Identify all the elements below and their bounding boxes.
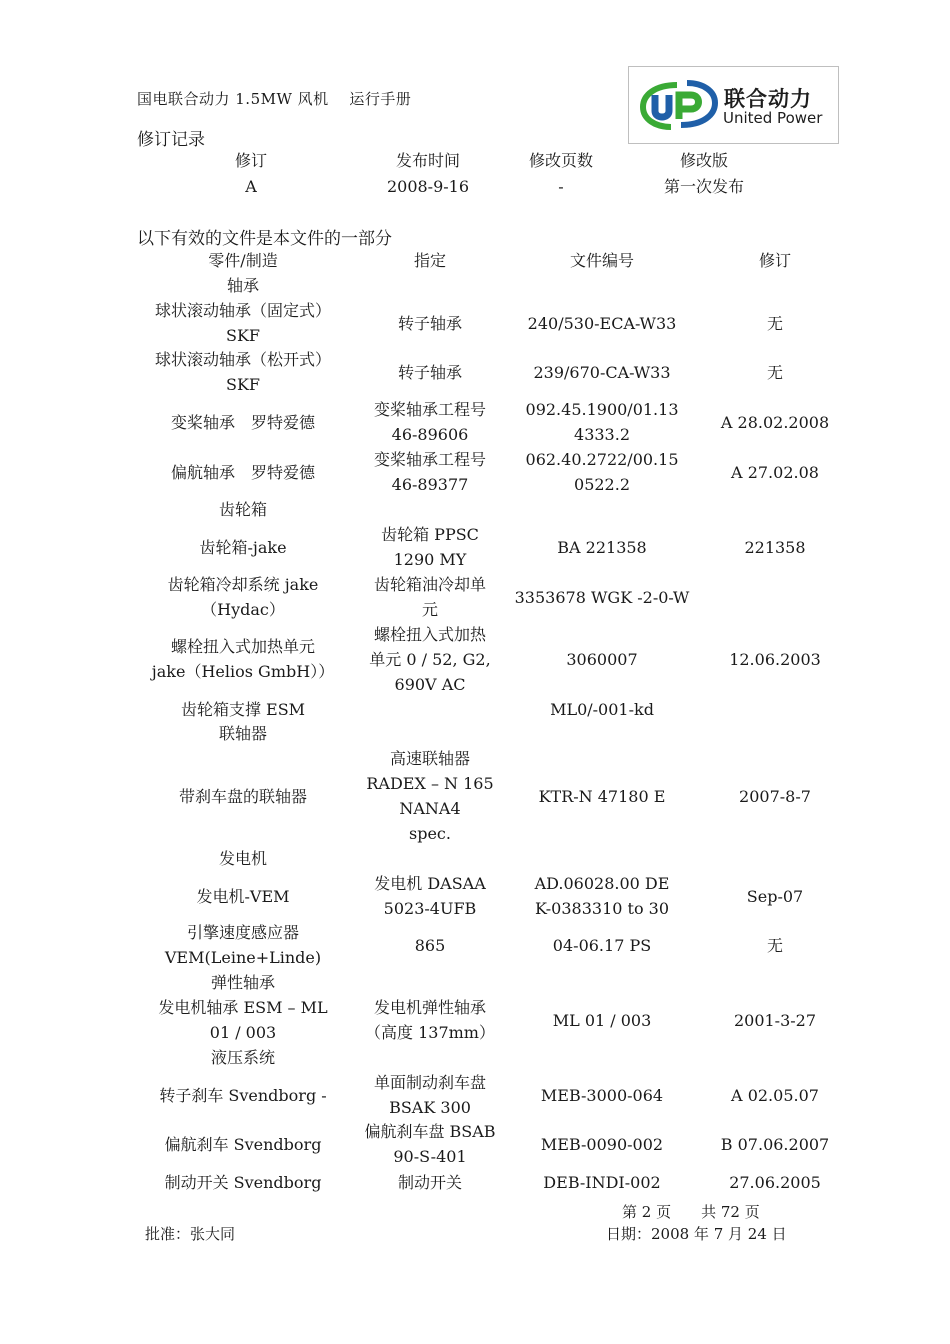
docs-cell-line: ML 01 / 003 [552,1010,652,1030]
docs-cell-num [543,1170,660,1195]
docs-cell-part [171,410,315,435]
docs-cell-line: 46-89377 [391,475,469,494]
approver: 批准：张大同 [145,1225,236,1243]
docs-cell-num [535,871,670,921]
docs-cell-rev [721,1132,829,1157]
docs-cell-line: 2001-3-27 [733,1010,817,1030]
docs-cell-spec [398,1170,462,1195]
docs-cell-line: 齿轮箱支撑 ESM [180,699,306,719]
docs-cell-line: 带刹车盘的联轴器 [178,786,308,806]
docs-header-part: 零件/制造 [208,251,278,270]
docs-cell-line: 865 [414,935,446,955]
docs-cell-spec [369,622,490,697]
docs-cell-spec [415,933,446,958]
docs-cell-part [181,697,305,722]
docs-cell-line: 齿轮箱-jake [199,537,287,557]
docs-cell-rev [739,784,811,809]
docs-cell-num [566,647,637,672]
docs-cell-line: 球状滚动轴承（固定式） [154,301,332,320]
docs-cell-num [526,447,679,497]
docs-cell-line: spec. [409,824,451,843]
docs-cell-part [179,784,307,809]
docs-cell-line: MEB-0090-002 [540,1134,664,1154]
docs-cell-line: 239/670-CA-W33 [533,362,671,382]
docs-cell-line: 高速联轴器 [389,749,471,768]
docs-cell-spec [398,311,462,336]
group-label: 轴承 [226,276,260,295]
docs-cell-rev [729,1170,821,1195]
docs-cell-line: 0522.2 [574,475,630,494]
revision-header: 发布时间 [395,151,461,170]
docs-cell-num [550,697,654,722]
docs-cell-line: K-0383310 to 30 [534,899,670,918]
docs-cell-rev [744,535,805,560]
docs-cell-line: B 07.06.2007 [720,1134,830,1154]
docs-cell-num [553,1008,652,1033]
docs-cell-line: 90-S-401 [393,1147,467,1166]
docs-cell-line: 690V AC [394,674,466,694]
docs-cell-line: 单元 0 / 52, G2, [369,649,491,669]
docs-cell-line: 发电机-VEM [196,886,290,906]
docs-cell-line: 3060007 [566,649,638,669]
docs-cell-part [171,460,315,485]
docs-cell-part [158,995,327,1045]
docs-cell-line: 04-06.17 PS [552,935,652,955]
docs-cell-rev [767,360,783,385]
docs-cell-spec [365,995,495,1045]
docs-cell-line: 发电机 DASAA [374,874,486,893]
docs-cell-line: BA 221358 [557,537,647,557]
docs-cell-line: 元 [421,600,439,619]
docs-cell-spec [374,397,486,447]
docs-cell-line: A 27.02.08 [731,462,819,482]
docs-cell-line: BSAK 300 [389,1098,471,1117]
revision-header: 修改版 [679,151,729,170]
docs-cell-line: 螺栓扭入式加热 [373,624,487,644]
docs-cell-part [155,347,331,397]
docs-cell-line: VEM(Leine+Linde) [164,948,322,967]
footer-date: 日期：2008 年 7 月 24 日 [606,1225,787,1243]
revision-cell: 第一次发布 [663,177,745,196]
docs-cell-num [515,585,690,610]
docs-cell-num [526,397,679,447]
docs-cell-line: 无 [766,935,784,955]
docs-cell-line: jake（Helios GmbH）） [151,662,335,681]
docs-cell-line: 齿轮箱冷却系统 jake [167,575,319,594]
docs-cell-line: 转子轴承 [397,313,463,333]
docs-cell-line: 制动开关 [397,1172,463,1192]
docs-cell-part [165,1170,322,1195]
up-logo-icon [637,79,721,131]
docs-cell-line: 062.40.2722/00.15 [525,450,679,469]
docs-cell-line: 27.06.2005 [729,1172,821,1192]
docs-cell-spec [398,360,462,385]
docs-cell-line: 螺栓扭入式加热单元 [170,637,315,656]
docs-header-number: 文件编号 [569,251,635,270]
docs-cell-line: 3353678 WGK -2-0-W [514,587,690,607]
docs-header-spec: 指定 [413,251,447,270]
docs-cell-line: SKF [225,375,261,394]
revision-title: 修订记录 [137,130,205,150]
docs-cell-line: A 02.05.07 [731,1085,819,1105]
company-logo [628,66,839,144]
docs-cell-line: 01 / 003 [209,1023,277,1042]
docs-cell-line: KTR-N 47180 E [538,786,666,806]
revision-header: 修改页数 [528,151,594,170]
docs-cell-line: 变桨轴承工程号 [373,400,487,419]
docs-cell-line: 240/530-ECA-W33 [527,313,677,333]
header-title: 国电联合动力 1.5MW 风机 运行手册 [137,90,412,108]
docs-cell-line: （Hydac） [201,600,285,619]
docs-cell-line: 发电机弹性轴承 [373,998,487,1017]
docs-cell-rev [731,460,819,485]
docs-cell-spec [374,1070,486,1120]
docs-cell-rev [734,1008,816,1033]
docs-cell-spec [381,522,479,572]
docs-cell-part [168,572,319,622]
docs-cell-line: 1290 MY [393,550,467,569]
docs-cell-spec [366,746,493,846]
docs-cell-line: A 28.02.2008 [720,412,830,432]
group-label: 齿轮箱 [218,500,268,519]
page-number: 第 2 页 共 72 页 [622,1203,760,1221]
docs-cell-line: SKF [225,326,261,345]
docs-cell-rev [721,410,829,435]
docs-cell-line: 偏航刹车 Svendborg [164,1134,322,1154]
docs-cell-line: 变桨轴承工程号 [373,450,487,469]
docs-cell-line: 12.06.2003 [729,649,821,669]
logo-english-text: United Power [723,109,823,127]
group-label: 液压系统 [210,1048,276,1067]
docs-cell-num [528,311,677,336]
revision-header: 修订 [234,151,268,170]
docs-cell-line: ML0/-001-kd [550,699,654,719]
group-label: 发电机 [218,849,268,868]
docs-cell-part [159,1083,326,1108]
docs-cell-num [557,535,646,560]
docs-cell-num [533,360,670,385]
docs-cell-line: 221358 [744,537,806,557]
docs-cell-line: MEB-3000-064 [540,1085,664,1105]
group-label: 弹性轴承 [210,973,276,992]
docs-cell-num [541,1132,663,1157]
docs-cell-num [541,1083,663,1108]
docs-cell-line: 偏航刹车盘 BSAB [364,1122,496,1141]
docs-cell-line: 092.45.1900/01.13 [525,400,679,419]
docs-header-revision: 修订 [758,251,792,270]
docs-cell-line: （高度 137mm） [365,1023,495,1042]
docs-cell-line: 5023-4UFB [383,899,477,918]
docs-cell-part [165,1132,322,1157]
docs-cell-line: 引擎速度感应器 [186,923,299,942]
docs-cell-spec [374,871,486,921]
docs-cell-part [196,884,289,909]
docs-cell-part [165,920,321,970]
revision-cell: - [558,177,564,196]
docs-cell-part [152,634,334,684]
docs-cell-part [155,298,331,348]
docs-cell-line: 球状滚动轴承（松开式） [154,350,332,369]
docs-cell-line: 发电机轴承 ESM – ML [158,998,328,1017]
docs-cell-spec [364,1119,495,1169]
docs-cell-line: 齿轮箱 PPSC [381,525,479,544]
docs-cell-line: DEB-INDI-002 [543,1172,661,1192]
docs-cell-line: 变桨轴承 罗特爱德 [170,412,316,432]
docs-cell-line: 偏航轴承 罗特爱德 [170,462,316,482]
docs-cell-line: NANA4 [399,799,461,818]
docs-cell-rev [767,311,783,336]
docs-cell-line: 无 [766,313,784,333]
docs-cell-line: RADEX – N 165 [366,774,494,793]
docs-cell-num [553,933,651,958]
docs-cell-num [539,784,666,809]
docs-cell-rev [747,884,803,909]
docs-cell-line: 无 [766,362,784,382]
revision-cell: A [245,177,257,196]
group-label: 联轴器 [218,724,268,743]
docs-cell-spec [374,572,486,622]
docs-cell-part [199,535,286,560]
docs-cell-line: AD.06028.00 DE [534,874,670,893]
docs-cell-line: 4333.2 [574,425,630,444]
docs-cell-line: 2007-8-7 [739,786,811,806]
docs-title: 以下有效的文件是本文件的一部分 [137,229,392,249]
docs-cell-rev [731,1083,819,1108]
docs-cell-rev [729,647,821,672]
docs-cell-line: 46-89606 [391,425,469,444]
docs-cell-line: Sep-07 [746,886,804,906]
docs-cell-line: 齿轮箱油冷却单 [373,575,487,594]
docs-cell-line: 制动开关 Svendborg [164,1172,322,1192]
docs-cell-line: 转子刹车 Svendborg - [159,1085,327,1105]
revision-cell: 2008-9-16 [386,177,470,196]
docs-cell-line: 转子轴承 [397,362,463,382]
logo-chinese-text: 联合动力 [724,87,812,111]
docs-cell-spec [374,447,486,497]
docs-cell-rev [767,933,783,958]
docs-cell-line: 单面制动刹车盘 [373,1073,487,1092]
